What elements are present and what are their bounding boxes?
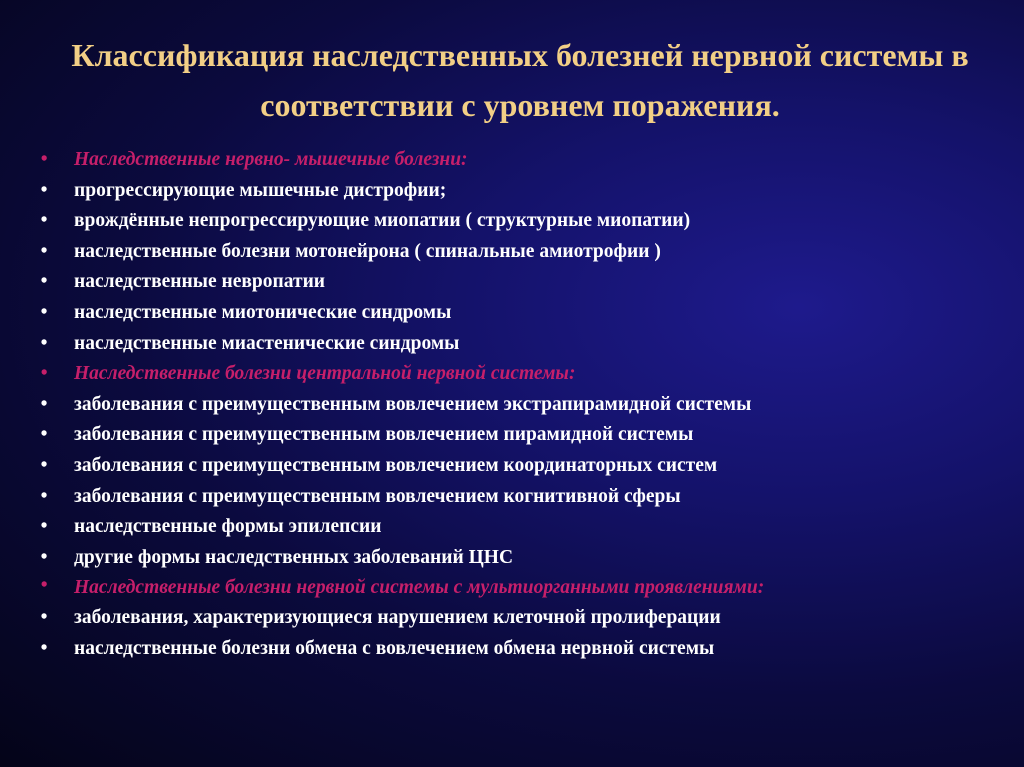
list-item-text: наследственные миастенические синдромы <box>74 332 460 354</box>
bullet-icon: • <box>40 393 48 415</box>
classification-list <box>34 145 994 665</box>
list-item <box>34 603 994 634</box>
bullet-icon: • <box>40 301 48 323</box>
list-item-text: наследственные болезни обмена с вовлечением обмена нервной системы <box>74 637 715 659</box>
bullet-icon: • <box>40 424 48 446</box>
list-item-text: наследственные формы эпилепсии <box>74 516 382 538</box>
list-item <box>34 543 994 574</box>
slide-title: Классификация наследственных болезней нервной системы в соответствии с уровнем поражения. <box>71 37 969 123</box>
list-item-text: заболевания, характеризующиеся нарушением клеточной пролиферации <box>74 607 721 629</box>
bullet-icon: • <box>40 240 48 262</box>
list-item <box>34 206 994 237</box>
bullet-icon: • <box>40 210 48 232</box>
list-heading <box>34 145 994 176</box>
list-item <box>34 512 994 543</box>
list-heading-text: Наследственные болезни нервной системы с мультиорганными проявлениями: <box>74 577 765 599</box>
list-item-text: врождённые непрогрессирующие миопатии ( структурные миопатии) <box>74 210 691 232</box>
bullet-icon: • <box>40 332 48 354</box>
list-item-text: наследственные миотонические синдромы <box>74 301 452 323</box>
bullet-icon: • <box>40 454 48 476</box>
list-item <box>34 329 994 360</box>
list-item <box>34 482 994 513</box>
bullet-icon: • <box>40 575 48 597</box>
list-item-text: другие формы наследственных заболеваний ЦНС <box>74 546 514 568</box>
list-item <box>34 176 994 207</box>
list-item-text: заболевания с преимущественным вовлечением когнитивной сферы <box>74 485 681 507</box>
bullet-icon: • <box>40 607 48 629</box>
list-heading <box>34 359 994 390</box>
list-heading-text: Наследственные болезни центральной нервной системы: <box>74 363 576 385</box>
list-item-text: заболевания с преимущественным вовлечением координаторных систем <box>74 454 718 476</box>
bullet-icon: • <box>40 516 48 538</box>
list-item-text: заболевания с преимущественным вовлечением экстрапирамидной системы <box>74 393 752 415</box>
list-heading-text: Наследственные нервно- мышечные болезни: <box>74 149 468 170</box>
list-item <box>34 298 994 329</box>
list-item <box>34 237 994 268</box>
bullet-icon: • <box>40 485 48 507</box>
list-item <box>34 420 994 451</box>
list-item-text: заболевания с преимущественным вовлечением пирамидной системы <box>74 424 694 446</box>
list-item <box>34 390 994 421</box>
bullet-icon: • <box>40 546 48 568</box>
bullet-icon: • <box>40 271 48 293</box>
list-heading <box>34 573 994 603</box>
bullet-icon: • <box>40 363 48 385</box>
list-item <box>34 267 994 298</box>
list-item-text: наследственные невропатии <box>74 271 326 293</box>
bullet-icon: • <box>40 179 48 201</box>
list-item-text: прогрессирующие мышечные дистрофии; <box>74 179 447 201</box>
bullet-icon: • <box>40 637 48 659</box>
list-item <box>34 451 994 482</box>
list-item <box>34 634 994 665</box>
bullet-icon: • <box>40 149 48 170</box>
list-item-text: наследственные болезни мотонейрона ( спинальные амиотрофии ) <box>74 240 661 262</box>
